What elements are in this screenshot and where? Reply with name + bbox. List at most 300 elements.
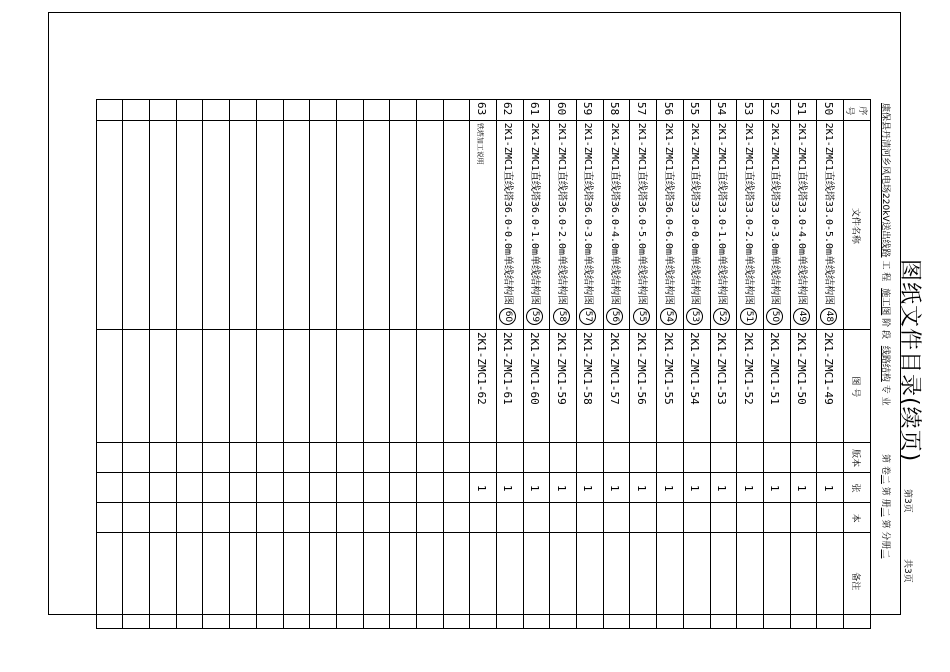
col-version-text: 版本 — [850, 449, 861, 468]
row-version — [310, 442, 337, 472]
row-drawing-no — [443, 329, 470, 442]
row-seq-text: 50 — [821, 102, 835, 116]
row-remark — [630, 532, 657, 628]
row-drawing-no-text: 2K1-ZMC1-52 — [741, 331, 755, 405]
row-name — [203, 120, 230, 329]
vol-mark: 二 — [880, 474, 890, 484]
row-circle-number: 53 — [686, 308, 703, 325]
row-name-text: 2K1-ZMC1直线塔33.0-3.0m单线结构图 — [769, 122, 781, 306]
col-drawing-no — [844, 329, 871, 442]
row-sheets — [577, 472, 604, 502]
row-seq-text: 60 — [554, 102, 568, 116]
col-copies-text: 本 — [850, 513, 861, 523]
row-drawing-no — [336, 329, 363, 442]
specialty-suffix: 专 业 — [880, 384, 890, 406]
row-name — [790, 120, 817, 329]
row-drawing-no-text: 2K1-ZMC1-54 — [688, 331, 702, 405]
col-sheets — [844, 472, 871, 502]
row-name — [443, 120, 470, 329]
part-label: 第 分册 — [880, 519, 890, 550]
row-seq-text: 59 — [581, 102, 595, 116]
row-drawing-no — [550, 329, 577, 442]
row-seq — [470, 100, 497, 121]
row-name-text: 2K1-ZMC1直线塔36.0-1.0m单线结构图 — [529, 122, 541, 306]
row-seq — [363, 100, 390, 121]
row-drawing-no — [497, 329, 524, 442]
row-copies — [443, 502, 470, 532]
row-seq — [523, 100, 550, 121]
row-seq-text: 53 — [741, 102, 755, 116]
row-name — [336, 120, 363, 329]
row-name — [96, 120, 123, 329]
book-mark: 二 — [880, 507, 890, 517]
col-sheets-text: 张 — [850, 483, 861, 493]
row-drawing-no — [363, 329, 390, 442]
row-remark — [443, 532, 470, 628]
row-copies — [497, 502, 524, 532]
row-drawing-no — [470, 329, 497, 442]
row-drawing-no — [390, 329, 417, 442]
file-list-table — [113, 99, 871, 629]
row-copies — [283, 502, 310, 532]
row-seq — [790, 100, 817, 121]
row-seq — [96, 100, 123, 121]
table-row — [417, 100, 444, 629]
row-remark — [603, 532, 630, 628]
row-name-text: 2K1-ZMC1直线塔33.0-5.0m单线结构图 — [822, 122, 834, 306]
row-drawing-no — [283, 329, 310, 442]
row-drawing-no-text: 2K1-ZMC1-50 — [794, 331, 808, 405]
table-row — [550, 100, 577, 629]
col-remark-text: 备注 — [850, 572, 861, 591]
row-version — [123, 442, 150, 472]
row-sheets-text: 1 — [501, 484, 515, 492]
row-sheets — [630, 472, 657, 502]
row-sheets — [603, 472, 630, 502]
row-remark — [123, 532, 150, 628]
row-circle-number: 52 — [713, 308, 730, 325]
vol-label: 第 卷 — [880, 454, 890, 475]
row-sheets-text: 1 — [528, 484, 542, 492]
table-row — [683, 100, 710, 629]
page-number: 第3页 — [902, 489, 912, 513]
row-remark — [577, 532, 604, 628]
table-row — [790, 100, 817, 629]
specialty-name: 线路结构 — [880, 345, 890, 382]
row-sheets — [203, 472, 230, 502]
row-remark — [763, 532, 790, 628]
row-seq — [417, 100, 444, 121]
row-seq — [203, 100, 230, 121]
row-sheets-text: 1 — [634, 484, 648, 492]
page-total: 共3页 — [902, 559, 912, 583]
row-version — [683, 442, 710, 472]
row-seq — [390, 100, 417, 121]
row-sheets — [230, 472, 257, 502]
row-version — [150, 442, 177, 472]
row-version — [657, 442, 684, 472]
row-drawing-no — [577, 329, 604, 442]
row-drawing-no — [417, 329, 444, 442]
row-seq-text: 55 — [688, 102, 702, 116]
row-version — [497, 442, 524, 472]
row-circle-number: 49 — [793, 308, 810, 325]
row-drawing-no-text: 2K1-ZMC1-58 — [581, 331, 595, 405]
row-copies — [710, 502, 737, 532]
row-sheets — [176, 472, 203, 502]
row-version — [230, 442, 257, 472]
row-seq — [336, 100, 363, 121]
row-version — [203, 442, 230, 472]
part-mark: 二 — [880, 549, 890, 559]
row-copies — [176, 502, 203, 532]
row-seq — [683, 100, 710, 121]
book-label: 第 册 — [880, 486, 890, 508]
row-copies — [470, 502, 497, 532]
row-name — [283, 120, 310, 329]
row-copies — [123, 502, 150, 532]
row-sheets — [256, 472, 283, 502]
row-drawing-no-text: 2K1-ZMC1-62 — [474, 331, 488, 405]
row-drawing-no — [763, 329, 790, 442]
row-name — [737, 120, 764, 329]
row-drawing-no — [230, 329, 257, 442]
row-name — [256, 120, 283, 329]
row-remark — [176, 532, 203, 628]
row-remark — [550, 532, 577, 628]
row-sheets-text: 1 — [474, 484, 488, 492]
row-sheets-text: 1 — [768, 484, 782, 492]
table-row — [737, 100, 764, 629]
row-copies — [630, 502, 657, 532]
row-name-text: 2K1-ZMC1直线塔36.0-3.0m单线结构图 — [582, 122, 594, 306]
project-suffix: 工 程 — [880, 260, 890, 282]
table-row — [203, 100, 230, 629]
row-circle-number: 51 — [740, 308, 757, 325]
row-copies — [577, 502, 604, 532]
row-copies — [763, 502, 790, 532]
row-sheets-text: 1 — [608, 484, 622, 492]
row-copies — [203, 502, 230, 532]
table-row — [176, 100, 203, 629]
row-name — [123, 120, 150, 329]
row-drawing-no — [630, 329, 657, 442]
table-row — [96, 100, 123, 629]
row-name — [603, 120, 630, 329]
row-drawing-no — [817, 329, 844, 442]
table-row — [336, 100, 363, 629]
row-name — [710, 120, 737, 329]
row-version — [630, 442, 657, 472]
table-row — [150, 100, 177, 629]
row-seq — [150, 100, 177, 121]
row-remark — [497, 532, 524, 628]
row-sheets-text: 1 — [714, 484, 728, 492]
row-version — [96, 442, 123, 472]
row-remark — [417, 532, 444, 628]
col-drawing-no-text: 图 号 — [850, 376, 861, 398]
table-row — [363, 100, 390, 629]
row-circle-number: 57 — [579, 308, 596, 325]
row-sheets — [470, 472, 497, 502]
row-seq — [657, 100, 684, 121]
row-drawing-no — [203, 329, 230, 442]
row-name — [150, 120, 177, 329]
rotated-page — [113, 99, 935, 629]
row-seq-text: 54 — [714, 102, 728, 116]
row-remark — [710, 532, 737, 628]
row-remark — [230, 532, 257, 628]
row-remark — [737, 532, 764, 628]
row-drawing-no-text: 2K1-ZMC1-60 — [528, 331, 542, 405]
row-seq-text: 61 — [528, 102, 542, 116]
project-name: 康保县丹清河乡风电场220kV送出线路 — [880, 103, 890, 258]
row-version — [790, 442, 817, 472]
row-remark — [310, 532, 337, 628]
row-name — [523, 120, 550, 329]
row-version — [523, 442, 550, 472]
row-name-text: 2K1-ZMC1直线塔36.0-6.0m单线结构图 — [662, 122, 674, 306]
row-name — [683, 120, 710, 329]
row-version — [390, 442, 417, 472]
row-sheets — [817, 472, 844, 502]
row-seq — [230, 100, 257, 121]
row-sheets — [443, 472, 470, 502]
drawing-sheet — [48, 12, 922, 615]
row-drawing-no — [603, 329, 630, 442]
table-row — [230, 100, 257, 629]
row-sheets — [283, 472, 310, 502]
row-name — [230, 120, 257, 329]
table-row — [817, 100, 844, 629]
row-copies — [336, 502, 363, 532]
row-name — [763, 120, 790, 329]
row-name-text: 2K1-ZMC1直线塔33.0-2.0m单线结构图 — [742, 122, 754, 306]
row-version — [176, 442, 203, 472]
row-remark — [523, 532, 550, 628]
row-seq — [123, 100, 150, 121]
row-sheets — [523, 472, 550, 502]
row-sheets — [417, 472, 444, 502]
row-seq-text: 51 — [794, 102, 808, 116]
row-name-text: 2K1-ZMC1直线塔33.0-0.0m单线结构图 — [689, 122, 701, 306]
row-name — [176, 120, 203, 329]
table-row — [523, 100, 550, 629]
row-sheets-text: 1 — [688, 484, 702, 492]
table-row — [497, 100, 524, 629]
row-remark — [283, 532, 310, 628]
row-remark — [336, 532, 363, 628]
row-circle-number: 59 — [526, 308, 543, 325]
table-row — [310, 100, 337, 629]
col-remark — [844, 532, 871, 628]
table-row — [603, 100, 630, 629]
row-sheets — [657, 472, 684, 502]
row-seq — [817, 100, 844, 121]
stage-name: 施工图 — [880, 288, 890, 316]
row-version — [710, 442, 737, 472]
row-sheets-text: 1 — [554, 484, 568, 492]
row-sheets — [710, 472, 737, 502]
row-seq-text: 56 — [661, 102, 675, 116]
row-seq — [497, 100, 524, 121]
row-sheets — [497, 472, 524, 502]
row-version — [470, 442, 497, 472]
col-version — [844, 442, 871, 472]
row-drawing-no-text: 2K1-ZMC1-61 — [501, 331, 515, 405]
row-drawing-no-text: 2K1-ZMC1-49 — [821, 331, 835, 405]
table-row — [123, 100, 150, 629]
row-remark — [390, 532, 417, 628]
row-version — [443, 442, 470, 472]
row-circle-number: 50 — [766, 308, 783, 325]
table-row — [283, 100, 310, 629]
row-version — [283, 442, 310, 472]
row-name — [363, 120, 390, 329]
row-remark — [96, 532, 123, 628]
row-seq — [763, 100, 790, 121]
grid-table — [96, 99, 871, 629]
row-seq-text: 57 — [634, 102, 648, 116]
row-remark — [363, 532, 390, 628]
row-name-text: 铁塔加工说明 — [475, 122, 484, 165]
row-circle-number: 48 — [820, 308, 837, 325]
col-seq — [844, 100, 871, 121]
row-name — [390, 120, 417, 329]
row-circle-number: 54 — [660, 308, 677, 325]
row-remark — [683, 532, 710, 628]
row-drawing-no-text: 2K1-ZMC1-51 — [768, 331, 782, 405]
row-name-text: 2K1-ZMC1直线塔36.0-4.0m单线结构图 — [609, 122, 621, 306]
row-sheets-text: 1 — [821, 484, 835, 492]
row-version — [577, 442, 604, 472]
table-row — [630, 100, 657, 629]
row-drawing-no — [96, 329, 123, 442]
row-name — [310, 120, 337, 329]
row-drawing-no — [523, 329, 550, 442]
row-drawing-no — [657, 329, 684, 442]
row-version — [336, 442, 363, 472]
row-name-text: 2K1-ZMC1直线塔33.0-1.0m单线结构图 — [715, 122, 727, 306]
table-row — [470, 100, 497, 629]
row-sheets-text: 1 — [661, 484, 675, 492]
row-sheets — [737, 472, 764, 502]
stage-suffix: 阶 段 — [880, 318, 890, 339]
row-drawing-no — [710, 329, 737, 442]
row-version — [763, 442, 790, 472]
row-remark — [203, 532, 230, 628]
table-row — [256, 100, 283, 629]
row-name — [657, 120, 684, 329]
table-row — [577, 100, 604, 629]
row-seq-text: 62 — [501, 102, 515, 116]
row-seq — [256, 100, 283, 121]
row-sheets — [150, 472, 177, 502]
row-version — [363, 442, 390, 472]
row-seq-text: 52 — [768, 102, 782, 116]
row-sheets — [790, 472, 817, 502]
row-remark — [657, 532, 684, 628]
row-drawing-no — [737, 329, 764, 442]
row-seq — [443, 100, 470, 121]
row-seq — [176, 100, 203, 121]
col-seq-text: 序号 — [844, 106, 867, 116]
row-version — [417, 442, 444, 472]
row-drawing-no-text: 2K1-ZMC1-55 — [661, 331, 675, 405]
row-sheets — [336, 472, 363, 502]
row-copies — [523, 502, 550, 532]
row-version — [817, 442, 844, 472]
row-sheets — [96, 472, 123, 502]
row-drawing-no — [123, 329, 150, 442]
row-copies — [417, 502, 444, 532]
row-name — [817, 120, 844, 329]
row-seq — [310, 100, 337, 121]
row-name — [497, 120, 524, 329]
row-version — [603, 442, 630, 472]
row-seq — [550, 100, 577, 121]
row-seq — [283, 100, 310, 121]
row-sheets — [550, 472, 577, 502]
row-seq — [630, 100, 657, 121]
table-row — [710, 100, 737, 629]
row-circle-number: 58 — [553, 308, 570, 325]
col-copies — [844, 502, 871, 532]
row-sheets — [310, 472, 337, 502]
row-name — [470, 120, 497, 329]
row-sheets — [123, 472, 150, 502]
row-sheets — [390, 472, 417, 502]
row-version — [256, 442, 283, 472]
row-version — [737, 442, 764, 472]
row-sheets — [683, 472, 710, 502]
row-copies — [310, 502, 337, 532]
row-copies — [657, 502, 684, 532]
row-version — [550, 442, 577, 472]
row-name-text: 2K1-ZMC1直线塔36.0-2.0m单线结构图 — [555, 122, 567, 306]
table-row — [763, 100, 790, 629]
row-seq-text: 58 — [608, 102, 622, 116]
row-name — [630, 120, 657, 329]
row-remark — [790, 532, 817, 628]
row-sheets-text: 1 — [741, 484, 755, 492]
row-copies — [96, 502, 123, 532]
row-copies — [390, 502, 417, 532]
row-copies — [230, 502, 257, 532]
row-drawing-no — [790, 329, 817, 442]
table-row — [443, 100, 470, 629]
row-sheets — [763, 472, 790, 502]
row-name — [550, 120, 577, 329]
row-remark — [470, 532, 497, 628]
row-circle-number: 56 — [606, 308, 623, 325]
page-title: 图纸文件目录(续页) — [897, 259, 922, 463]
row-seq — [710, 100, 737, 121]
project-line — [880, 103, 893, 406]
row-copies — [256, 502, 283, 532]
row-copies — [603, 502, 630, 532]
row-drawing-no — [150, 329, 177, 442]
row-copies — [363, 502, 390, 532]
row-sheets — [363, 472, 390, 502]
row-name-text: 2K1-ZMC1直线塔36.0-5.0m单线结构图 — [635, 122, 647, 306]
row-name — [417, 120, 444, 329]
row-drawing-no — [683, 329, 710, 442]
row-drawing-no-text: 2K1-ZMC1-53 — [714, 331, 728, 405]
row-name-text: 2K1-ZMC1直线塔36.0-0.0m单线结构图 — [502, 122, 514, 306]
table-row — [390, 100, 417, 629]
row-drawing-no — [310, 329, 337, 442]
